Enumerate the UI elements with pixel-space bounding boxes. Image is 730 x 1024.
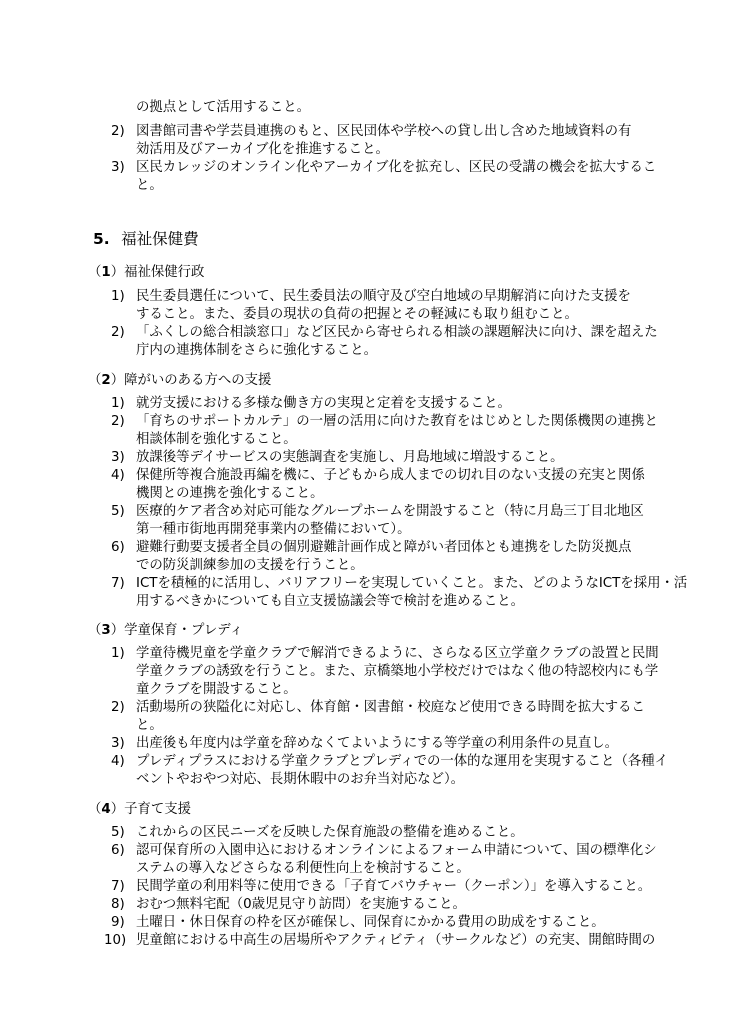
subsection-heading: （4）子育て支援	[88, 802, 192, 817]
list-item-text: 土曜日・休日保育の枠を区が確保し、同保育にかかる費用の助成をすること。	[136, 915, 605, 930]
list-item-text: 用するべきかについても自立支援協議会等で検討を進めること。	[136, 594, 525, 609]
list-item-text: プレディプラスにおける学童クラブとプレディでの一体的な運用を実現すること（各種イ	[136, 754, 669, 769]
list-item-text: 民生委員選任について、民生委員法の順守及び空白地域の早期解消に向けた支援を	[136, 289, 631, 304]
list-item-text: すること。また、委員の現状の負荷の把握とその軽減にも取り組むこと。	[136, 307, 578, 322]
list-item-number: 9)	[111, 915, 125, 930]
subsection-title: 学童保育・プレディ	[124, 623, 244, 638]
list-item-number: 4)	[111, 468, 125, 483]
list-item-number: 8)	[111, 897, 125, 912]
list-item-text: 「ふくしの総合相談窓口」など区民から寄せられる相談の課題解決に向け、課を超えた	[136, 325, 658, 340]
list-item-number: 6)	[111, 843, 125, 858]
list-item-text: ステムの導入などさらなる利便性向上を検討すること。	[136, 861, 470, 876]
list-item-text: 「育ちのサポートカルテ」の一層の活用に向けた教育をはじめとした関係機関の連携と	[136, 414, 658, 429]
list-item-number: 4)	[111, 754, 125, 769]
list-item-text: 避難行動要支援者全員の個別避難計画作成と障がい者団体とも連携をした防災拠点	[136, 540, 632, 555]
list-item-number: 1)	[111, 646, 125, 661]
list-item-text: 活動場所の狭隘化に対応し、体育館・図書館・校庭など使用できる時間を拡大するこ	[136, 700, 645, 715]
list-item-text: 童クラブを開設すること。	[136, 682, 297, 697]
section-number: 5.	[93, 230, 110, 248]
list-item-number: 5)	[111, 504, 125, 519]
list-item-number: 2)	[111, 700, 125, 715]
subsection-title: 障がいのある方への支援	[124, 373, 272, 388]
list-item-number: 3)	[111, 450, 125, 465]
list-item-text: 第一種市街地再開発事業内の整備において）。	[136, 522, 411, 537]
list-item-text: 認可保育所の入園申込におけるオンラインによるフォーム申請について、国の標準化シ	[136, 843, 657, 858]
subsection-heading: （2）障がいのある方への支援	[88, 373, 272, 388]
list-item-text: 医療的ケア者含め対応可能なグループホームを開設すること（特に月島三丁目北地区	[136, 504, 644, 519]
list-item-text: これからの区民ニーズを反映した保育施設の整備を進めること。	[136, 825, 524, 840]
list-item-number: 6)	[111, 540, 125, 555]
section-title: 福祉保健費	[121, 230, 199, 248]
list-item-text: 民間学童の利用料等に使用できる「子育てバウチャー（クーポン）」を導入すること。	[136, 879, 652, 894]
list-item-text: 就労支援における多様な働き方の実現と定着を支援すること。	[136, 396, 511, 411]
list-item-number: 1)	[111, 289, 125, 304]
subsection-title: 福祉保健行政	[124, 265, 205, 280]
list-item-continuation: の拠点として活用すること。	[136, 100, 311, 115]
list-item-text: 区民カレッジのオンライン化やアーカイブ化を拡充し、区民の受講の機会を拡大するこ	[136, 160, 657, 175]
list-item-number: 2)	[111, 124, 125, 139]
list-item-text: 相談体制を強化すること。	[136, 432, 297, 447]
subsection-heading: （1）福祉保健行政	[88, 265, 205, 280]
list-item-text: 効活用及びアーカイブ化を推進すること。	[136, 142, 389, 157]
subsection-heading: （3）学童保育・プレディ	[88, 623, 244, 638]
list-item-text: と。	[136, 178, 163, 193]
list-item-text: ICTを積極的に活用し、バリアフリーを実現していくこと。また、どのようなICTを採用・活	[136, 576, 688, 591]
list-item-number: 3)	[111, 160, 125, 175]
list-item-text: おむつ無料宅配（0歳児見守り訪問）を実施すること。	[136, 897, 466, 912]
list-item-text: 保健所等複合施設再編を機に、子どもから成人までの切れ目のない支援の充実と関係	[136, 468, 645, 483]
list-item-text: 出産後も年度内は学童を辞めなくてよいようにする等学童の利用条件の見直し。	[136, 736, 619, 751]
list-item-number: 10)	[104, 933, 127, 948]
list-item-number: 2)	[111, 325, 125, 340]
list-item-text: 庁内の連携体制をさらに強化すること。	[136, 343, 378, 358]
section-heading	[93, 229, 199, 249]
list-item-text: 学童待機児童を学童クラブで解消できるように、さらなる区立学童クラブの設置と民間	[136, 646, 659, 661]
list-item-number: 2)	[111, 414, 125, 429]
list-item-number: 7)	[111, 576, 125, 591]
list-item-text: 学童クラブの誘致を行うこと。また、京橋築地小学校だけではなく他の特認校内にも学	[136, 664, 659, 679]
list-item-text: での防災訓練参加の支援を行うこと。	[136, 558, 364, 573]
list-item-text: 放課後等デイサービスの実態調査を実施し、月島地域に増設すること。	[136, 450, 564, 465]
list-item-number: 3)	[111, 736, 125, 751]
list-item-text: 図書館司書や学芸員連携のもと、区民団体や学校への貸し出し含めた地域資料の有	[136, 124, 632, 139]
list-item-text: と。	[136, 718, 163, 733]
list-item-text: ベントやおやつ対応、長期休暇中のお弁当対応など）。	[136, 772, 465, 787]
list-item-text: 児童館における中高生の居場所やアクティビティ（サークルなど）の充実、開館時間の	[136, 933, 656, 948]
list-item-number: 7)	[111, 879, 125, 894]
list-item-number: 5)	[111, 825, 125, 840]
list-item-text: 機関との連携を強化すること。	[136, 486, 324, 501]
list-item-number: 1)	[111, 396, 125, 411]
subsection-title: 子育て支援	[124, 802, 192, 817]
